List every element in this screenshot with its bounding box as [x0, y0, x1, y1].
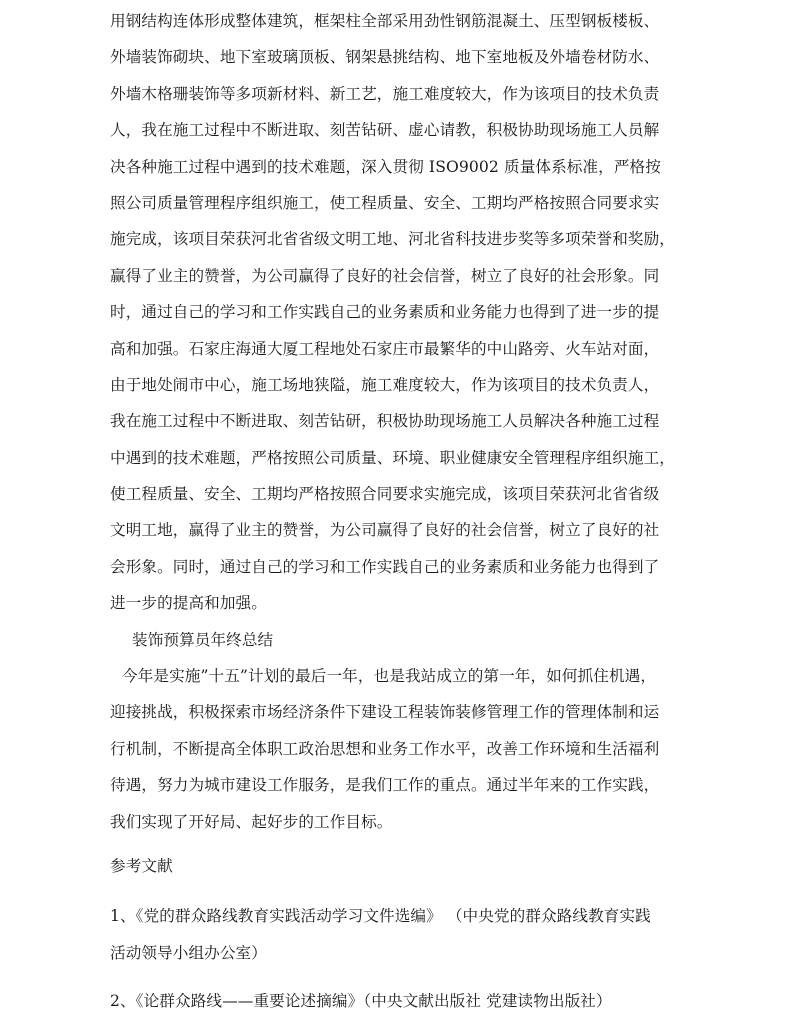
reference-line: 2、《论群众路线——重要论述摘编》（中央文献出版社 党建读物出版社） — [110, 992, 612, 1011]
spacer — [110, 884, 680, 898]
body-line: 由于地处闹市中心，施工场地狭隘，施工难度较大，作为该项目的技术负责人， — [110, 375, 660, 394]
body-line: 进一步的提高和加强。 — [110, 594, 267, 613]
reference-item — [110, 983, 680, 1019]
reference-item — [110, 898, 680, 971]
summary-line: 迎接挑战，积极探索市场经济条件下建设工程装饰装修管理工作的管理体制和运 — [110, 703, 660, 722]
body-paragraph — [110, 3, 680, 622]
body-line: 决各种施工过程中遇到的技术难题，深入贯彻 ISO9002 质量体系标准，严格按 — [110, 157, 661, 176]
summary-paragraph — [110, 658, 680, 840]
body-line: 照公司质量管理程序组织施工，使工程质量、安全、工期均严格按照合同要求实 — [110, 193, 660, 212]
section-heading: 装饰预算员年终总结 — [132, 630, 274, 649]
body-line: 文明工地，赢得了业主的赞誉，为公司赢得了良好的社会信誉，树立了良好的社 — [110, 521, 660, 540]
body-line: 使工程质量、安全、工期均严格按照合同要求实施完成，该项目荣获河北省省级 — [110, 485, 660, 504]
body-line: 中遇到的技术难题，严格按照公司质量、环境、职业健康安全管理程序组织施工， — [110, 448, 675, 467]
document-page — [110, 3, 680, 1020]
references-heading: 参考文献 — [110, 856, 173, 875]
body-line: 外墙木格珊装饰等多项新材料、新工艺，施工难度较大，作为该项目的技术负责 — [110, 84, 660, 103]
body-line: 赢得了业主的赞誉，为公司赢得了良好的社会信誉，树立了良好的社会形象。同 — [110, 266, 660, 285]
spacer — [110, 840, 680, 848]
body-line: 外墙装饰砌块、地下室玻璃顶板、钢架悬挑结构、地下室地板及外墙卷材防水、 — [110, 48, 660, 67]
body-line: 时，通过自己的学习和工作实践自己的业务素质和业务能力也得到了进一步的提 — [110, 303, 660, 322]
summary-line: 行机制，不断提高全体职工政治思想和业务工作水平，改善工作环境和生活福利 — [110, 739, 660, 758]
body-line: 我在施工过程中不断进取、刻苦钻研，积极协助现场施工人员解决各种施工过程 — [110, 412, 660, 431]
body-line: 人，我在施工过程中不断进取、刻苦钻研、虚心请教，积极协助现场施工人员解 — [110, 121, 660, 140]
body-line: 高和加强。石家庄海通大厦工程地处石家庄市最繁华的中山路旁、火车站对面， — [110, 339, 660, 358]
body-line: 用钢结构连体形成整体建筑，框架柱全部采用劲性钢筋混凝土、压型钢板楼板、 — [110, 12, 660, 30]
references-list — [110, 898, 680, 1019]
summary-line: 今年是实施”十五”计划的最后一年，也是我站成立的第一年，如何抓住机遇， — [122, 667, 657, 686]
body-line: 会形象。同时，通过自己的学习和工作实践自己的业务素质和业务能力也得到了 — [110, 557, 660, 576]
summary-line: 待遇，努力为城市建设工作服务，是我们工作的重点。通过半年来的工作实践， — [110, 776, 660, 795]
reference-line: 1、《党的群众路线教育实践活动学习文件选编》 （中央党的群众路线教育实践 — [110, 907, 651, 926]
body-line: 施完成，该项目荣获河北省省级文明工地、河北省科技进步奖等多项荣誉和奖励， — [110, 230, 675, 249]
spacer — [110, 971, 680, 983]
reference-line: 活动领导小组办公室） — [110, 943, 267, 962]
summary-line: 我们实现了开好局、起好步的工作目标。 — [110, 812, 393, 831]
